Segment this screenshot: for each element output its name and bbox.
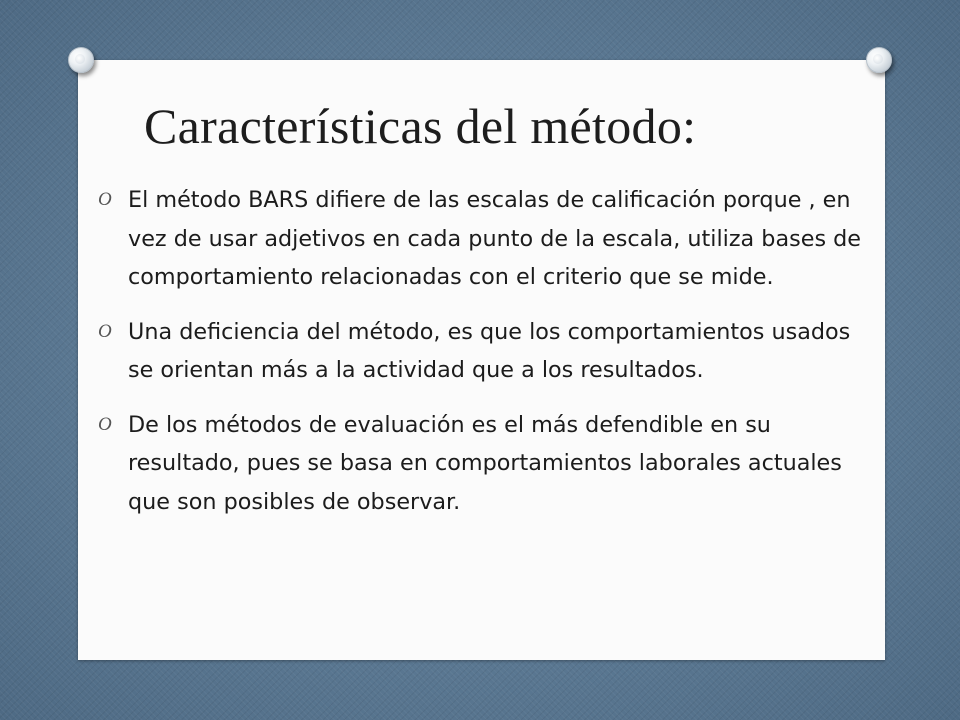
slide-title: Características del método:	[144, 98, 697, 154]
bullet-item	[98, 406, 868, 522]
bullet-marker-icon: O	[98, 413, 112, 435]
bullet-marker-icon: O	[98, 189, 112, 210]
bullet-text: El método BARS difiere de las escalas de calificación porque , en vez de usar adjetivos en cada punto de la escala, utiliza bases de comportamiento relacionadas con el criterio que se mide.	[128, 187, 862, 290]
bullet-item	[98, 181, 868, 297]
bullet-text: Una deficiencia del método, es que los comportamientos usados se orientan más a la actividad que a los resultados.	[128, 318, 851, 383]
bullet-item	[98, 313, 868, 390]
bullet-marker-icon: O	[98, 320, 112, 342]
pushpin-icon	[866, 47, 892, 73]
pushpin-icon	[68, 47, 94, 73]
bullet-text: De los métodos de evaluación es el más defendible en su resultado, pues se basa en comportamientos laborales actuales que son posibles de observar.	[128, 411, 842, 515]
bullet-list	[98, 181, 868, 537]
